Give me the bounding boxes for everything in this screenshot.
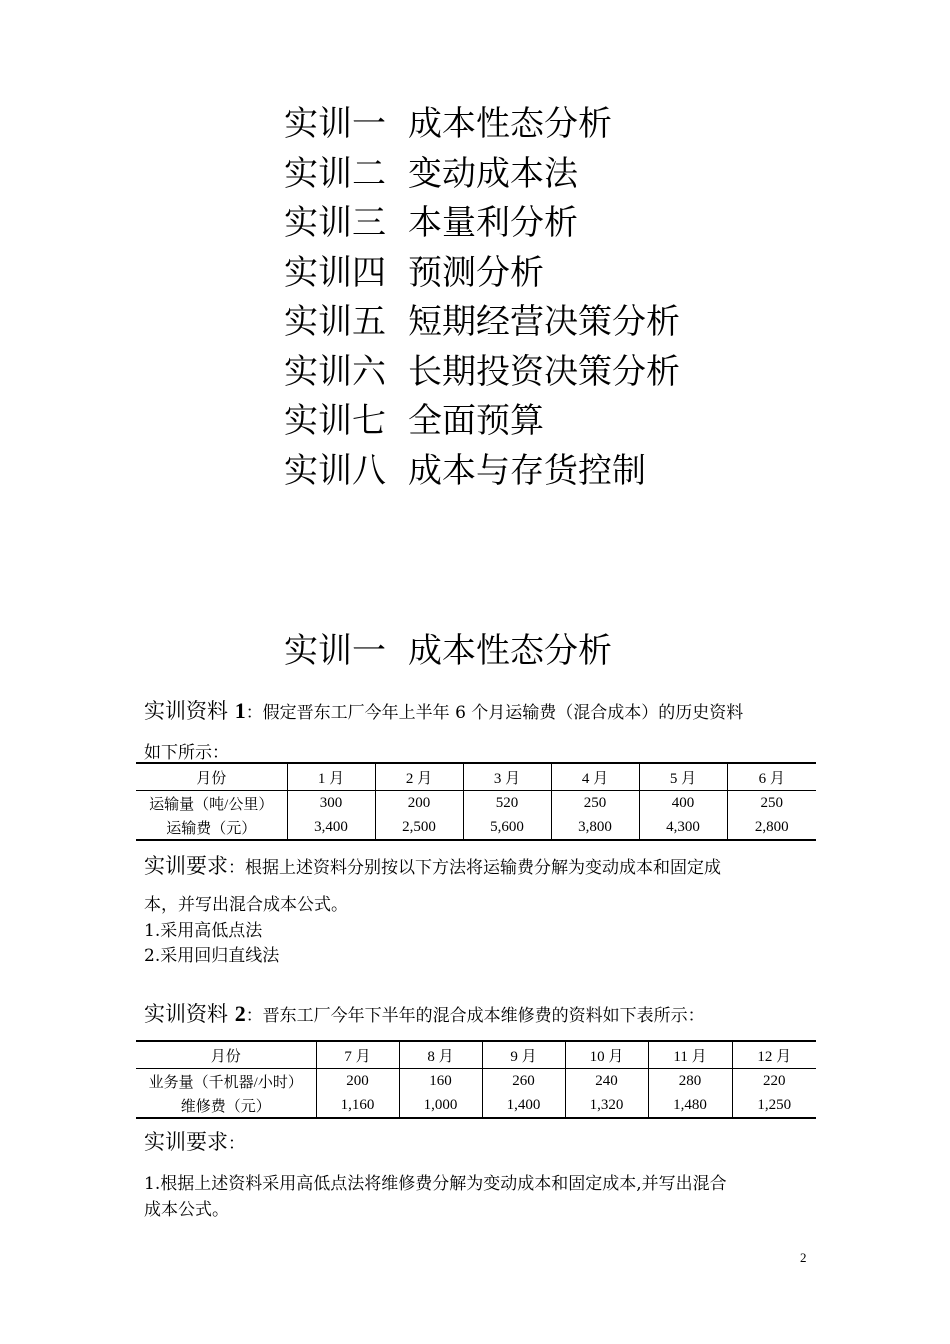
toc-item: 实训八 成本与存货控制 xyxy=(284,450,646,491)
requirement-1-line2: 本，并写出混合成本公式。 xyxy=(144,895,348,915)
toc-item: 实训二 变动成本法 xyxy=(284,153,578,194)
requirement-1-item: 2.采用回归直线法 xyxy=(144,946,280,966)
requirement-1-line: 实训要求：根据上述资料分别按以下方法将运输费分解为变动成本和固定成 xyxy=(144,854,721,878)
transport-cost-table xyxy=(136,762,816,841)
table-row: 业务量（千机器/小时） 200 160 260 240 280 220 xyxy=(136,1069,816,1094)
toc-item: 实训四 预测分析 xyxy=(284,252,544,293)
requirement-2-line: 实训要求： xyxy=(144,1130,245,1154)
page-number: 2 xyxy=(800,1250,807,1265)
toc-item: 实训七 全面预算 xyxy=(284,401,544,441)
material-1-line: 实训资料 1：假定晋东工厂今年上半年 6 个月运输费（混合成本）的历史资料 xyxy=(144,698,744,723)
table-header-row: 月份 7 月 8 月 9 月 10 月 11 月 12 月 xyxy=(136,1041,816,1069)
table-row: 运输费（元） 3,400 2,500 5,600 3,800 4,300 2,800 xyxy=(136,815,816,840)
table-of-contents xyxy=(284,100,680,496)
table-header-row: 月份 1 月 2 月 3 月 4 月 5 月 6 月 xyxy=(136,763,816,791)
requirement-2-item: 1.根据上述资料采用高低点法将维修费分解为变动成本和固定成本,并写出混合 xyxy=(144,1174,727,1194)
maintenance-cost-table xyxy=(136,1040,816,1119)
table-row: 维修费（元） 1,160 1,000 1,400 1,320 1,480 1,250 xyxy=(136,1093,816,1118)
section-title: 实训一 成本性态分析 xyxy=(284,631,612,671)
requirement-1-item: 1.采用高低点法 xyxy=(144,921,263,941)
toc-item: 实训六 长期投资决策分析 xyxy=(284,351,680,392)
material-1-line2: 如下所示： xyxy=(144,743,229,763)
table-row: 运输量（吨/公里） 300 200 520 250 400 250 xyxy=(136,791,816,816)
toc-item: 实训三 本量利分析 xyxy=(284,203,578,243)
toc-item: 实训一 成本性态分析 xyxy=(284,104,612,144)
toc-item: 实训五 短期经营决策分析 xyxy=(284,302,680,342)
requirement-2-item-cont: 成本公式。 xyxy=(144,1200,229,1220)
material-2-line: 实训资料 2：晋东工厂今年下半年的混合成本维修费的资料如下表所示： xyxy=(144,1001,705,1026)
